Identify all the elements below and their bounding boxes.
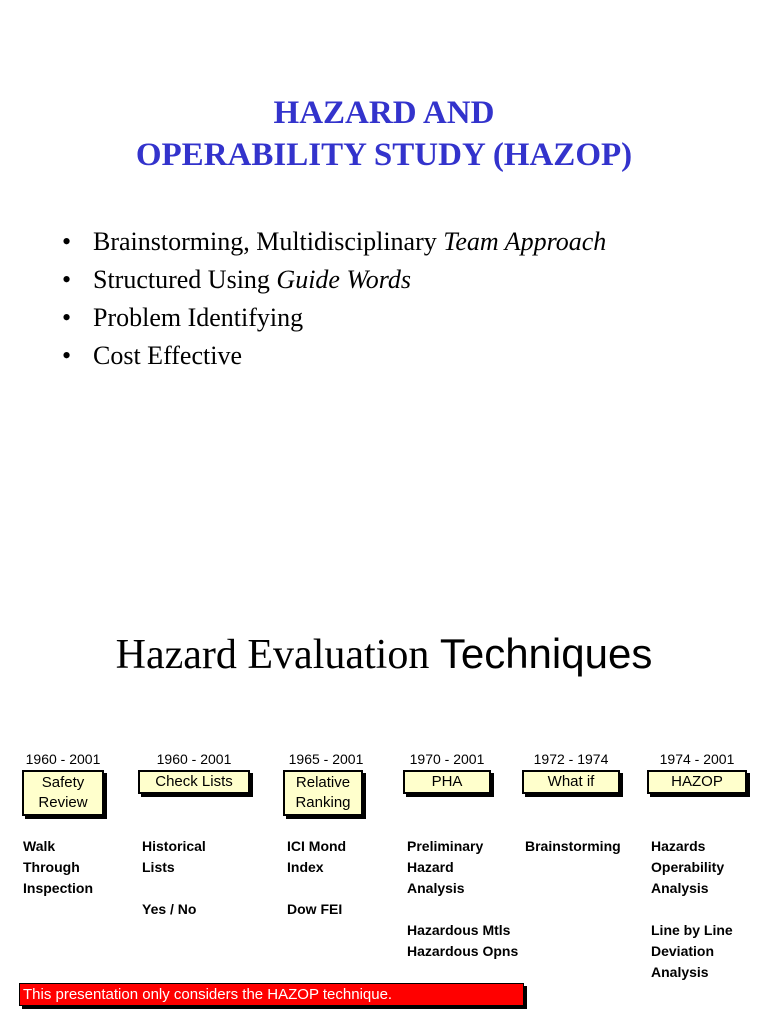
description-line: Lists — [142, 859, 175, 875]
bullet-text: Problem Identifying — [93, 303, 304, 332]
description-line: Analysis — [651, 964, 709, 980]
technique-box — [403, 770, 491, 794]
technique-description — [651, 836, 733, 983]
bullet-item — [62, 301, 606, 339]
technique-years: 1972 - 1974 — [533, 751, 609, 767]
technique-relative-ranking — [283, 750, 369, 917]
bullet-text: Brainstorming, Multidisciplinary — [93, 227, 444, 256]
technique-box — [22, 770, 104, 816]
description-line: Index — [287, 859, 324, 875]
technique-years: 1965 - 2001 — [288, 751, 364, 767]
description-line: Line by Line — [651, 922, 733, 938]
technique-what-if — [522, 750, 621, 854]
technique-label-line: What if — [547, 773, 595, 790]
description-line — [287, 878, 346, 899]
bullet-icon: • — [62, 227, 72, 256]
description-line — [651, 899, 733, 920]
technique-label-line: HAZOP — [671, 773, 723, 790]
technique-box — [138, 770, 250, 794]
technique-safety-review — [22, 750, 127, 896]
technique-label-line: PHA — [431, 773, 463, 790]
description-line: Walk — [23, 838, 56, 854]
section-heading-part-2: Techniques — [439, 630, 653, 677]
bullet-icon: • — [62, 303, 72, 332]
bullet-emphasis: Guide Words — [276, 265, 412, 294]
description-line: Hazardous Mtls — [407, 922, 511, 938]
technique-years: 1960 - 2001 — [25, 751, 101, 767]
technique-description — [525, 836, 621, 857]
bullet-icon: • — [62, 341, 72, 370]
technique-box — [522, 770, 620, 794]
technique-box — [647, 770, 747, 794]
section-heading — [0, 626, 768, 683]
bullet-text: Cost Effective — [93, 341, 242, 370]
description-line: Analysis — [407, 880, 465, 896]
description-line: Through — [23, 859, 80, 875]
technique-check-lists — [138, 750, 250, 917]
bullet-item — [62, 263, 606, 301]
description-line: Dow FEI — [287, 901, 343, 917]
description-line: Deviation — [651, 943, 715, 959]
technique-label-line: Safety — [41, 774, 85, 791]
technique-pha — [403, 750, 519, 959]
technique-label-line: Review — [38, 794, 88, 811]
hazop-notice-banner: This presentation only considers the HAZOP technique. — [19, 983, 524, 1006]
description-line — [142, 878, 206, 899]
description-line: Historical — [142, 838, 206, 854]
bullet-item — [62, 225, 606, 263]
description-line: Inspection — [23, 880, 94, 896]
technique-label-line: Check Lists — [155, 773, 233, 790]
bullet-icon: • — [62, 265, 72, 294]
technique-years: 1960 - 2001 — [156, 751, 232, 767]
bullet-item — [62, 339, 606, 377]
description-line: Brainstorming — [525, 838, 621, 854]
description-line: Yes / No — [142, 901, 197, 917]
slide-title-line-2: OPERABILITY STUDY (HAZOP) — [135, 137, 633, 173]
technique-description — [142, 836, 206, 920]
description-line — [407, 899, 518, 920]
bullet-emphasis: Team Approach — [443, 227, 607, 256]
technique-label-line: Ranking — [295, 794, 351, 811]
description-line: Analysis — [651, 880, 709, 896]
slide-title-line-1: HAZARD AND — [273, 95, 495, 131]
description-line: Operability — [651, 859, 725, 875]
technique-description — [287, 836, 346, 920]
technique-hazop — [647, 750, 747, 980]
technique-years: 1970 - 2001 — [409, 751, 485, 767]
description-line: Preliminary — [407, 838, 484, 854]
bullet-list — [62, 225, 606, 377]
description-line: Hazards — [651, 838, 706, 854]
technique-description — [23, 836, 93, 899]
description-line: ICI Mond — [287, 838, 347, 854]
technique-description — [407, 836, 518, 962]
section-heading-part-1: Hazard Evaluation — [115, 632, 430, 678]
technique-box — [283, 770, 363, 816]
technique-label-line: Relative — [295, 774, 351, 791]
bullet-text: Structured Using — [93, 265, 277, 294]
description-line: Hazard — [407, 859, 454, 875]
technique-years: 1974 - 2001 — [659, 751, 735, 767]
description-line: Hazardous Opns — [407, 943, 519, 959]
